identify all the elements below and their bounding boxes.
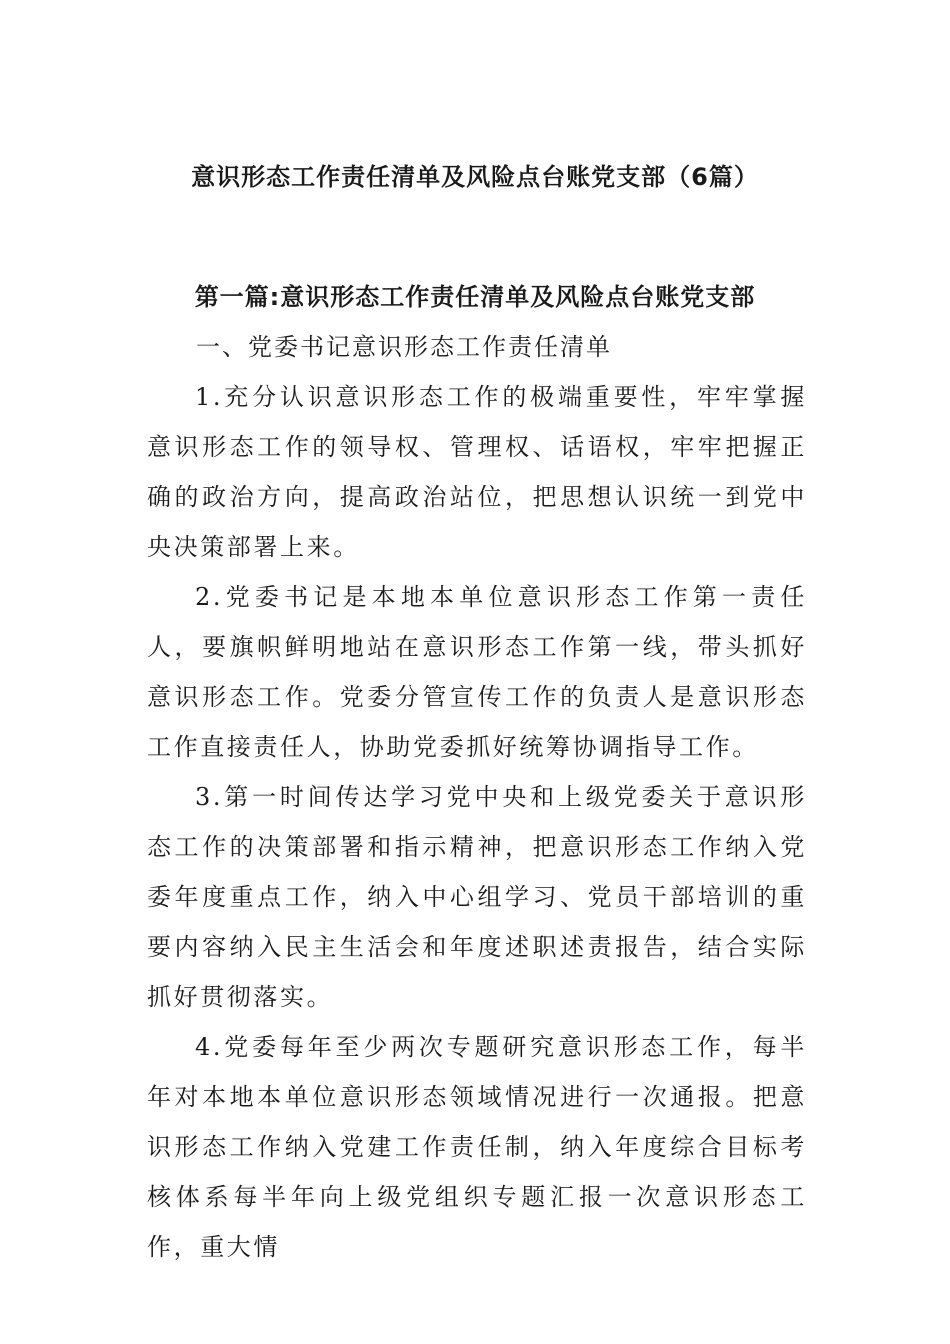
section-title: 第一篇:意识形态工作责任清单及风险点台账党支部 [194,283,756,311]
paragraph-1: 1.充分认识意识形态工作的极端重要性，牢牢掌握意识形态工作的领导权、管理权、话语权，牢牢把握正确的政治方向，提高政治站位，把思想认识统一到党中央决策部署上来。 [147,383,807,561]
paragraph-3: 3.第一时间传达学习党中央和上级党委关于意识形态工作的决策部署和指示精神，把意识形态工作纳入党委年度重点工作，纳入中心组学习、党员干部培训的重要内容纳入民主生活会和年度述职述责报告，结合实际抓好贯彻落实。 [147,783,807,1011]
paragraph-4: 4.党委每年至少两次专题研究意识形态工作，每半年对本地本单位意识形态领域情况进行一次通报。把意识形态工作纳入党建工作责任制，纳入年度综合目标考核体系每半年向上级党组织专题汇报一次意识形态工作，重大情 [147,1033,807,1261]
paragraph-2: 2.党委书记是本地本单位意识形态工作第一责任人，要旗帜鲜明地站在意识形态工作第一线，带头抓好意识形态工作。党委分管宣传工作的负责人是意识形态工作直接责任人，协助党委抓好统筹协调指导工作。 [147,583,807,761]
body-text [147,372,807,1272]
subheading: 一、党委书记意识形态工作责任清单 [196,333,612,361]
document-title: 意识形态工作责任清单及风险点台账党支部（6篇） [191,163,759,191]
